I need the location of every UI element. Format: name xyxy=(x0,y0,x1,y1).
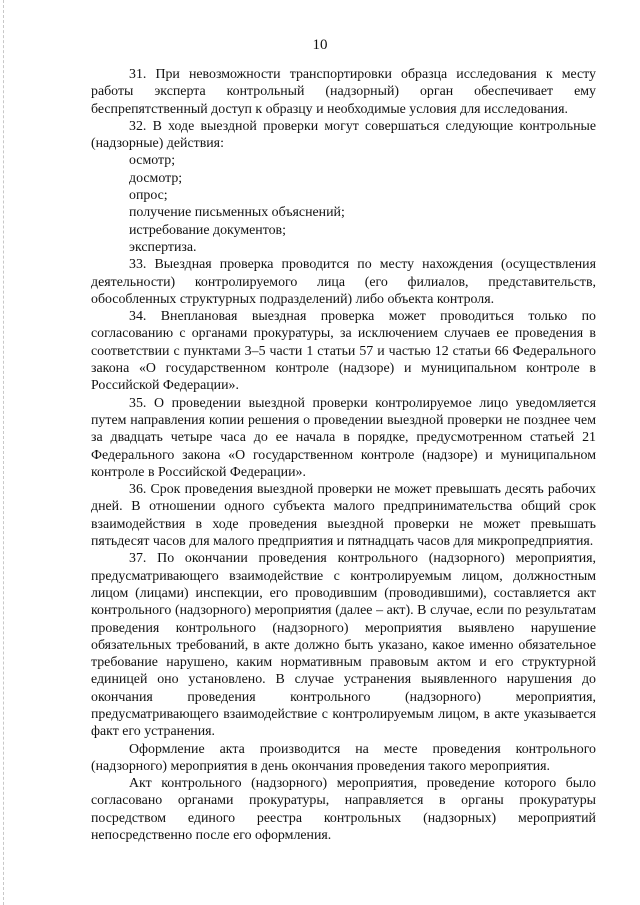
list-item-document-request: истребование документов; xyxy=(129,222,286,238)
paragraph-33: 33. Выездная проверка проводится по месту нахождения (осуществления деятельности) контролируемого лица (его филиалов, представительств, обособленных структурных подразделений) либо объекта контроля. xyxy=(91,257,596,307)
paragraph-36: 36. Срок проведения выездной проверки не может превышать десять рабочих дней. В отношении одного субъекта малого предпринимательства общий срок взаимодействия в ходе проведения выездной проверки не может превышать пятьдесят часов для малого предприятия и пятнадцать часов для микропредприятия. xyxy=(91,482,596,550)
paragraph-34: 34. Внеплановая выездная проверка может проводиться только по согласованию с органами прокуратуры, за исключением случаев ее проведения в соответствии с пунктами 3–5 части 1 статьи 57 и частью 12 статьи 66 Федерального закона «О государственном контроле (надзоре) и муниципальном контроле в Российской Федерации». xyxy=(91,309,596,394)
paragraph-act-sending: Акт контрольного (надзорного) мероприятия, проведение которого было согласовано органами прокуратуры, направляется в органы прокуратуры посредством единого реестра контрольных (надзорных) мероприятий непосредственно после его оформления. xyxy=(91,776,596,844)
list-item-expertise: экспертиза. xyxy=(129,239,197,255)
list-item-interview: опрос; xyxy=(129,188,168,204)
paragraph-32: 32. В ходе выездной проверки могут совершаться следующие контрольные (надзорные) действия: xyxy=(91,118,596,152)
list-item-search: досмотр; xyxy=(129,170,183,186)
paragraph-37: 37. По окончании проведения контрольного (надзорного) мероприятия, предусматривающего взаимодействие с контролируемым лицом, должностным лицом (лицами) инспекции, его проводившим (проводившими), составляется акт контрольного (надзорного) мероприятия (далее – акт). В случае, если по результатам проведения контрольного (надзорного) мероприятия выявлено нарушение обязательных требований, в акте должно быть указано, какое именно обязательное требование нарушено, каким нормативным правовым актом и его структурной единицей оно установлено. В случае устранения выявленного нарушения до окончания проведения контрольного (надзорного) мероприятия, предусматривающего взаимодействие с контролируемым лицом, в акте указывается факт его устранения. xyxy=(91,551,596,740)
paragraph-act-drafting: Оформление акта производится на месте проведения контрольного (надзорного) мероприятия в день окончания проведения такого мероприятия. xyxy=(91,741,596,774)
paragraph-31: 31. При невозможности транспортировки образца исследования к месту работы эксперта контрольный (надзорный) орган обеспечивает ему беспрепятственный доступ к образцу и необходимые условия для исследования. xyxy=(91,67,596,117)
page-number: 10 xyxy=(312,37,328,53)
list-item-written-explanations: получение письменных объяснений; xyxy=(129,205,345,221)
document-body xyxy=(91,66,596,844)
list-item-inspection: осмотр; xyxy=(129,153,176,169)
paragraph-35: 35. О проведении выездной проверки контролируемое лицо уведомляется путем направления копии решения о проведении выездной проверки не позднее чем за двадцать четыре часа до ее начала в порядке, предусмотренном статьей 21 Федерального закона «О государственном контроле (надзоре) и муниципальном контроле в Российской Федерации». xyxy=(91,395,596,480)
scan-edge-line xyxy=(3,0,4,905)
